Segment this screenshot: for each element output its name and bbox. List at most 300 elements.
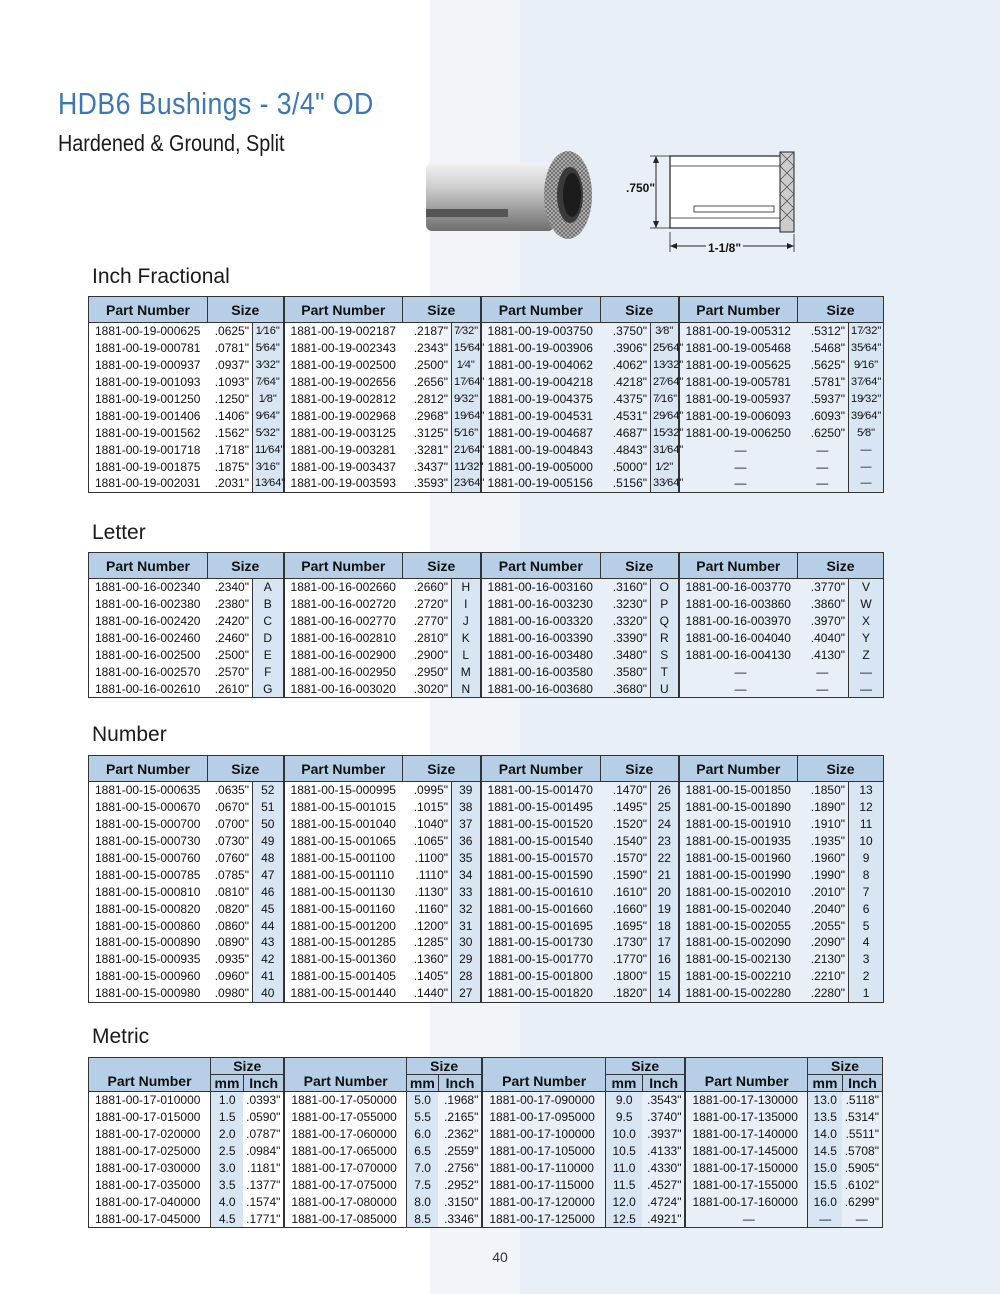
part-number-cell: 1881-00-19-002812 [284,391,403,408]
size-letter-cell: R [651,630,679,647]
size-number-cell: 51 [253,799,284,816]
size-fraction-cell: 27⁄64" [651,374,679,391]
column-header-size: Size [798,553,884,579]
table-row [89,883,884,900]
size-mm-cell: 8.5 [406,1210,438,1227]
size-letter-cell: K [452,630,481,647]
part-number-cell: 1881-00-19-005625 [679,357,798,374]
part-number-cell: 1881-00-15-001470 [481,782,601,799]
size-number-cell: 7 [849,883,884,900]
part-number-cell: 1881-00-19-004843 [481,441,601,458]
table-row [89,647,884,664]
part-number-cell: 1881-00-19-003281 [284,441,403,458]
part-number-cell: 1881-00-16-004130 [679,647,798,664]
part-number-cell: 1881-00-16-002340 [89,579,208,596]
size-mm-cell: 7.0 [406,1160,438,1177]
size-fraction-cell: — [849,458,884,475]
part-number-cell: 1881-00-15-000980 [89,985,208,1002]
size-decimal-cell: .2656" [413,375,449,390]
part-number-cell: 1881-00-19-004375 [481,391,601,408]
part-number-cell: 1881-00-15-002010 [679,883,798,900]
part-number-cell: 1881-00-15-000760 [89,850,208,867]
size-decimal-cell: .0810" [214,884,249,899]
part-number-cell: — [679,441,798,458]
part-number-cell: 1881-00-19-006093 [679,407,798,424]
part-number-cell: 1881-00-16-003680 [481,680,601,697]
size-number-cell: 20 [651,883,679,900]
size-decimal-cell: .2812" [413,392,449,406]
size-mm-cell: 1.5 [211,1109,244,1126]
size-decimal-cell: .5781" [810,375,846,390]
size-decimal-cell: .3160" [612,580,648,595]
part-number-cell: 1881-00-15-001935 [679,833,798,850]
size-decimal-cell: .2380" [214,597,249,612]
part-number-cell: 1881-00-19-002968 [284,407,403,424]
dimension-height-label: .750" [626,181,656,195]
size-decimal-cell: .2031" [208,475,253,492]
size-decimal-cell: .2130" [810,952,846,967]
size-mm-cell: 9.0 [605,1092,642,1109]
size-number-cell: 32 [452,900,481,917]
size-letter-cell: H [452,579,481,596]
size-inch-cell: .1181" [247,1161,281,1175]
size-letter-cell: T [651,663,679,680]
size-decimal-cell: — [816,664,829,679]
size-decimal-cell: .3125" [413,425,449,440]
size-number-cell: 43 [253,934,284,951]
column-header-part-number: Part Number [685,1058,807,1092]
size-decimal-cell: .3770" [810,580,846,595]
part-number-cell: 1881-00-17-050000 [284,1092,406,1109]
part-number-cell: 1881-00-17-110000 [482,1160,605,1177]
size-mm-cell: 2.0 [211,1126,244,1143]
size-number-cell: 23 [651,833,679,850]
size-mm-cell: 13.0 [808,1092,843,1109]
size-decimal-cell: .2340" [214,580,249,595]
table-row [89,1109,883,1126]
bushing-photo [418,143,608,248]
part-number-cell: 1881-00-15-001610 [481,883,601,900]
size-inch-cell: .2559" [444,1144,479,1159]
size-decimal-cell: — [816,459,829,474]
letter-table [88,552,884,698]
column-header-size: Size [403,553,481,579]
part-number-cell: — [679,475,798,492]
size-decimal-cell: .1470" [612,783,648,798]
size-decimal-cell: .2900" [413,648,449,662]
size-mm-cell: 9.5 [605,1109,642,1126]
size-number-cell: 15 [651,968,679,985]
size-inch-cell: .0984" [246,1144,281,1159]
size-mm-cell: 4.0 [211,1193,244,1210]
size-decimal-cell: .2500" [413,358,449,373]
table-header-row [89,553,884,579]
part-number-cell: 1881-00-15-001440 [284,985,403,1002]
part-number-cell: 1881-00-15-001800 [481,968,601,985]
part-number-cell: 1881-00-19-000937 [89,357,208,374]
part-number-cell: 1881-00-17-130000 [685,1092,807,1109]
part-number-cell: 1881-00-15-001040 [284,816,403,833]
column-header-inch: Inch [438,1075,482,1092]
size-number-cell: 39 [452,782,481,799]
part-number-cell: 1881-00-17-040000 [89,1193,211,1210]
size-number-cell: 14 [651,985,679,1002]
part-number-cell: 1881-00-16-003020 [284,680,403,697]
size-decimal-cell: .0960" [214,969,249,984]
size-decimal-cell: .1495" [612,800,648,815]
size-fraction-cell: 33⁄64" [651,475,679,492]
column-header-inch: Inch [243,1075,284,1092]
size-decimal-cell: .2720" [413,597,449,612]
size-letter-cell: X [849,613,884,630]
part-number-cell: 1881-00-17-070000 [284,1160,406,1177]
size-decimal-cell: — [798,680,849,697]
part-number-cell: 1881-00-15-000860 [89,917,208,934]
size-fraction-cell: 9⁄16" [849,357,884,374]
part-number-cell: 1881-00-17-095000 [482,1109,605,1126]
size-decimal-cell: — [798,475,849,492]
size-decimal-cell: .0980" [208,985,253,1002]
table-header-row [89,756,884,782]
page-number: 40 [492,1249,508,1265]
size-fraction-cell: 1⁄4" [452,357,481,374]
part-number-cell: 1881-00-15-000935 [89,951,208,968]
size-mm-cell: 3.0 [211,1160,244,1177]
size-fraction-cell: 25⁄64" [651,340,679,357]
part-number-cell: 1881-00-17-030000 [89,1160,211,1177]
size-decimal-cell: .1520" [612,817,648,832]
size-number-cell: 42 [253,951,284,968]
section-title-fractional: Inch Fractional [92,265,230,288]
size-number-cell: 34 [452,866,481,883]
part-number-cell: 1881-00-17-085000 [284,1210,406,1227]
part-number-cell: 1881-00-17-105000 [482,1143,605,1160]
part-number-cell: 1881-00-15-000960 [89,968,208,985]
size-number-cell: 22 [651,850,679,867]
column-header-size: Size [808,1058,883,1075]
part-number-cell: 1881-00-17-010000 [89,1092,211,1109]
part-number-cell: 1881-00-15-000635 [89,782,208,799]
table-row [89,323,884,340]
table-row [89,1143,883,1160]
part-number-cell: 1881-00-19-001718 [89,441,208,458]
size-number-cell: 30 [452,934,481,951]
size-decimal-cell: .3480" [612,648,648,662]
table-row [89,850,884,867]
part-number-cell: 1881-00-16-002420 [89,613,208,630]
part-number-cell: 1881-00-19-001875 [89,458,208,475]
size-number-cell: 13 [849,782,884,799]
size-number-cell: 21 [651,866,679,883]
part-number-cell: 1881-00-15-001960 [679,850,798,867]
part-number-cell: 1881-00-16-004040 [679,630,798,647]
part-number-cell: 1881-00-15-001695 [481,917,601,934]
size-decimal-cell: .1562" [214,425,249,440]
size-fraction-cell: — [849,475,884,492]
size-decimal-cell: .0890" [214,935,249,950]
size-decimal-cell: .6093" [810,408,846,423]
size-decimal-cell: .2810" [413,631,449,646]
size-fraction-cell: 5⁄64" [253,340,284,357]
size-inch-cell: .5314" [842,1109,882,1126]
part-number-cell: 1881-00-19-003125 [284,424,403,441]
size-letter-cell: F [253,663,284,680]
part-number-cell: 1881-00-15-001065 [284,833,403,850]
size-letter-cell: U [651,680,679,697]
part-number-cell: 1881-00-17-150000 [685,1160,807,1177]
size-number-cell: 37 [452,816,481,833]
size-decimal-cell: .0860" [214,918,249,933]
part-number-cell: 1881-00-17-060000 [284,1126,406,1143]
size-fraction-cell: 31⁄64" [651,441,679,458]
table-row [89,934,884,951]
part-number-cell: 1881-00-17-045000 [89,1210,211,1227]
size-fraction-cell: 11⁄64" [253,441,284,458]
table-row [89,1092,883,1109]
table-row [89,833,884,850]
size-fraction-cell: 3⁄8" [651,323,679,340]
size-decimal-cell: .2343" [413,341,449,356]
size-decimal-cell: .2460" [214,631,249,646]
table-row [89,1160,883,1177]
size-fraction-cell: 21⁄64" [452,441,481,458]
size-decimal-cell: .1040" [413,817,449,832]
table-row [89,630,884,647]
size-inch-cell: .4724" [647,1194,682,1209]
size-mm-cell: 12.5 [605,1210,642,1227]
part-number-cell: 1881-00-17-125000 [482,1210,605,1227]
size-inch-cell: .1968" [444,1093,479,1108]
size-number-cell: 29 [452,951,481,968]
column-header-part-number: Part Number [89,297,208,323]
size-number-cell: 28 [452,968,481,985]
size-inch-cell: .4133" [647,1144,682,1159]
page-subtitle: Hardened & Ground, Split [58,130,285,156]
size-mm-cell: 8.0 [406,1193,438,1210]
part-number-cell: 1881-00-15-001990 [679,866,798,883]
column-header-part-number: Part Number [481,297,601,323]
part-number-cell: 1881-00-19-004687 [481,424,601,441]
part-number-cell: 1881-00-16-002900 [284,647,403,664]
size-fraction-cell: 3⁄16" [253,458,284,475]
part-number-cell: 1881-00-19-003593 [284,475,403,492]
size-inch-cell: .0787" [246,1127,281,1142]
column-header-size: Size [798,297,884,323]
size-decimal-cell: .3970" [810,614,846,629]
size-number-cell: 48 [253,850,284,867]
size-decimal-cell: .5937" [810,392,846,406]
column-header-size: Size [208,297,284,323]
size-letter-cell: S [651,647,679,664]
size-decimal-cell: .4531" [612,408,648,423]
size-number-cell: 49 [253,833,284,850]
part-number-cell: 1881-00-19-003750 [481,323,601,340]
size-inch-cell: .2165" [444,1110,479,1125]
size-fraction-cell: 5⁄8" [849,424,884,441]
size-decimal-cell: .5625" [810,358,846,373]
size-mm-cell: 6.5 [406,1143,438,1160]
size-letter-cell: J [452,613,481,630]
size-inch-cell: .3740" [647,1110,682,1125]
size-decimal-cell: .3750" [612,324,648,339]
part-number-cell: 1881-00-16-003970 [679,613,798,630]
size-letter-cell: C [253,613,284,630]
size-mm-cell: 14.5 [808,1143,843,1160]
part-number-cell: 1881-00-15-001770 [481,951,601,968]
part-number-cell: — [679,458,798,475]
size-letter-cell: Q [651,613,679,630]
size-letter-cell: B [253,596,284,613]
part-number-cell: 1881-00-19-002343 [284,340,403,357]
size-inch-cell: .0393" [246,1093,281,1108]
size-letter-cell: O [651,579,679,596]
part-number-cell: 1881-00-17-015000 [89,1109,211,1126]
size-letter-cell: L [452,647,481,664]
size-decimal-cell: .0700" [214,817,249,832]
part-number-cell: 1881-00-16-002720 [284,596,403,613]
part-number-cell: 1881-00-17-145000 [685,1143,807,1160]
size-decimal-cell: .0760" [214,851,249,865]
size-inch-cell: .0590" [246,1110,281,1125]
size-fraction-cell: 5⁄16" [452,424,481,441]
size-mm-cell: 5.0 [406,1092,438,1109]
part-number-cell: 1881-00-17-155000 [685,1176,807,1193]
table-row [89,985,884,1002]
table-row [89,968,884,985]
size-decimal-cell: .1660" [612,901,648,916]
part-number-cell: 1881-00-19-003906 [481,340,601,357]
part-number-cell: 1881-00-19-001250 [89,391,208,408]
size-fraction-cell: 5⁄32" [253,424,284,441]
size-fraction-cell: 7⁄32" [452,323,481,340]
size-decimal-cell: .1360" [413,952,449,967]
size-decimal-cell: .1890" [810,800,846,815]
size-inch-cell: .2952" [444,1177,479,1192]
size-mm-cell: 5.5 [406,1109,438,1126]
size-decimal-cell: .3437" [413,459,449,474]
table-header-row [89,1058,883,1075]
table-row [89,1176,883,1193]
size-inch-cell: .2756" [444,1161,479,1175]
size-decimal-cell: .4130" [810,648,846,662]
part-number-cell: 1881-00-15-001820 [481,985,601,1002]
size-fraction-cell: 35⁄64" [849,340,884,357]
size-inch-cell: .3543" [647,1093,682,1108]
part-number-cell: — [679,680,798,697]
size-decimal-cell: .1770" [612,952,648,967]
size-decimal-cell: .3020" [403,680,452,697]
part-number-cell: 1881-00-15-001890 [679,799,798,816]
part-number-cell: 1881-00-15-000890 [89,934,208,951]
size-decimal-cell: .6250" [810,425,846,440]
part-number-cell: 1881-00-16-003390 [481,630,601,647]
size-mm-cell: 11.0 [605,1160,642,1177]
dimension-length-label: 1-1/8" [708,241,742,255]
size-decimal-cell: .1610" [612,884,648,899]
size-decimal-cell: .0781" [214,341,249,356]
size-decimal-cell: .2968" [413,408,449,423]
part-number-cell: 1881-00-19-004531 [481,407,601,424]
part-number-cell: 1881-00-19-003437 [284,458,403,475]
part-number-cell: 1881-00-17-100000 [482,1126,605,1143]
column-header-part-number: Part Number [679,297,798,323]
size-number-cell: 26 [651,782,679,799]
size-number-cell: 35 [452,850,481,867]
size-letter-cell: Z [849,647,884,664]
part-number-cell: 1881-00-15-000785 [89,866,208,883]
size-fraction-cell: 15⁄32" [651,424,679,441]
size-number-cell: 40 [253,985,284,1002]
size-decimal-cell: .0670" [214,800,249,815]
size-decimal-cell: .1250" [214,392,249,406]
size-inch-cell: .6102" [842,1176,882,1193]
size-number-cell: 36 [452,833,481,850]
size-decimal-cell: .4375" [612,392,648,406]
size-decimal-cell: .1285" [413,935,449,950]
table-row [89,475,884,492]
size-decimal-cell: .2210" [810,969,846,984]
part-number-cell: 1881-00-17-020000 [89,1126,211,1143]
column-header-size: Size [211,1058,285,1075]
size-decimal-cell: .3320" [612,614,648,629]
table-row [89,596,884,613]
size-number-cell: 3 [849,951,884,968]
part-number-cell: 1881-00-17-080000 [284,1193,406,1210]
part-number-cell: 1881-00-16-003480 [481,647,601,664]
size-decimal-cell: .1820" [601,985,651,1002]
size-mm-cell: 15.0 [808,1160,843,1177]
part-number-cell: 1881-00-19-006250 [679,424,798,441]
size-mm-cell: 10.0 [605,1126,642,1143]
section-title-number: Number [92,723,167,746]
part-number-cell: 1881-00-16-002570 [89,663,208,680]
size-number-cell: 11 [849,816,884,833]
part-number-cell: 1881-00-15-001660 [481,900,601,917]
column-header-size: Size [406,1058,482,1075]
size-letter-cell: A [253,579,284,596]
size-mm-cell: 3.5 [211,1176,244,1193]
table-row [89,458,884,475]
section-title-letter: Letter [92,521,146,544]
size-mm-cell: 10.5 [605,1143,642,1160]
size-fraction-cell: 39⁄64" [849,407,884,424]
table-row [89,579,884,596]
size-decimal-cell: — [816,442,829,457]
size-mm-cell: 2.5 [211,1143,244,1160]
size-fraction-cell: 7⁄16" [651,391,679,408]
part-number-cell: 1881-00-15-001730 [481,934,601,951]
part-number-cell: 1881-00-15-001285 [284,934,403,951]
table-header-row [89,297,884,323]
column-header-part-number: Part Number [482,1058,605,1092]
size-decimal-cell: .3580" [612,664,648,679]
part-number-cell: 1881-00-19-001562 [89,424,208,441]
metric-table [88,1057,883,1228]
column-header-part-number: Part Number [679,756,798,782]
table-row [89,900,884,917]
size-fraction-cell: 29⁄64" [651,407,679,424]
size-mm-cell: 15.5 [808,1176,843,1193]
column-header-size: Size [208,553,284,579]
part-number-cell: 1881-00-16-003770 [679,579,798,596]
size-number-cell: 8 [849,866,884,883]
size-letter-cell: W [849,596,884,613]
table-row [89,1126,883,1143]
size-decimal-cell: .3860" [810,597,846,612]
size-mm-cell: 12.0 [605,1193,642,1210]
part-number-cell: 1881-00-15-002040 [679,900,798,917]
part-number-cell: — [685,1210,807,1227]
